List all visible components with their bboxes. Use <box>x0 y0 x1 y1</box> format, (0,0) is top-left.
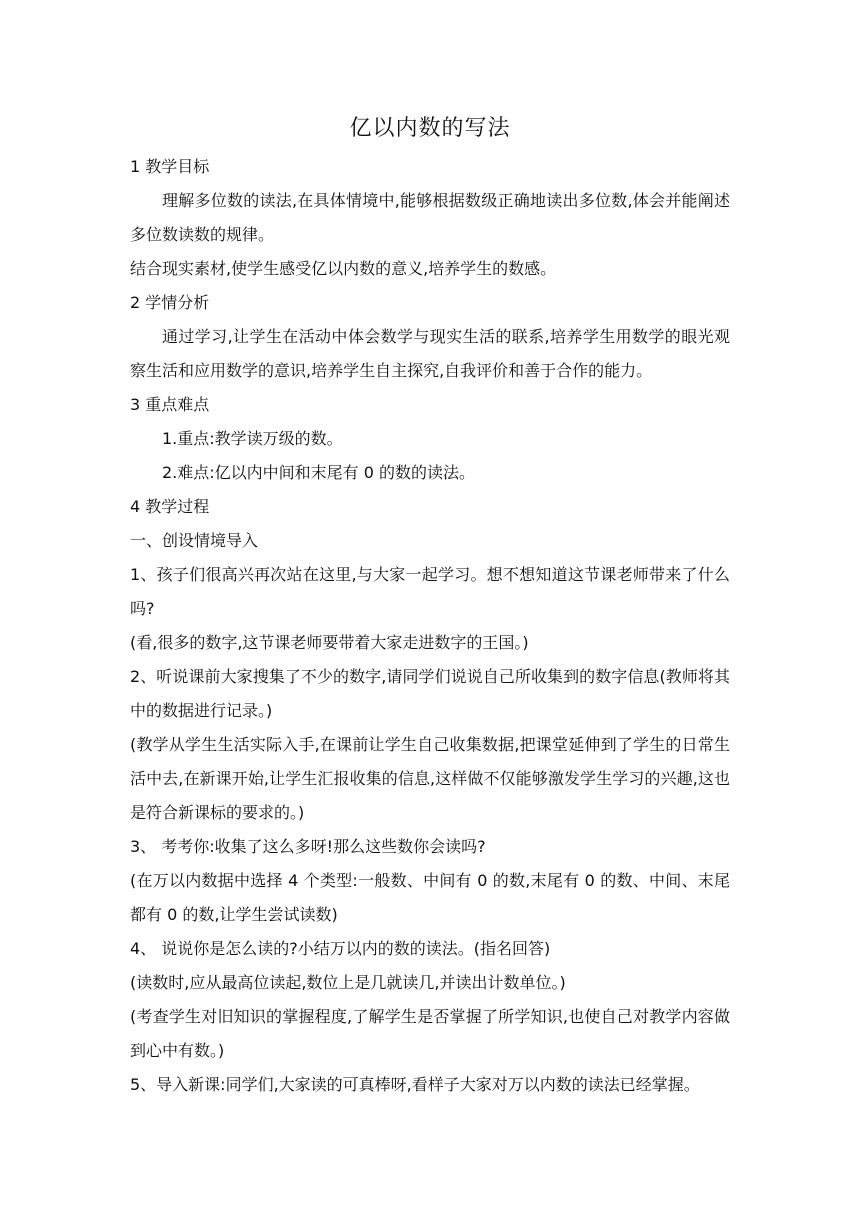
paragraph: 理解多位数的读法,在具体情境中,能够根据数级正确地读出多位数,体会并能阐述多位数读数的规律。 <box>130 191 730 244</box>
paragraph: (考查学生对旧知识的掌握程度,了解学生是否掌握了所学知识,也使自己对教学内容做到心中有数。) <box>130 1007 730 1060</box>
paragraph: 一、创设情境导入 <box>130 531 259 550</box>
paragraph: 2.难点:亿以内中间和末尾有 0 的数的读法。 <box>162 463 476 482</box>
paragraph: (教学从学生生活实际入手,在课前让学生自己收集数据,把课堂延伸到了学生的日常生活中去,在新课开始,让学生汇报收集的信息,这样做不仅能够激发学生学习的兴趣,这也是符合新课标的要求的。) <box>130 735 730 822</box>
paragraph: 1、孩子们很高兴再次站在这里,与大家一起学习。想不想知道这节课老师带来了什么吗? <box>130 565 730 618</box>
section-heading-process: 4 教学过程 <box>130 497 210 516</box>
section-heading-objectives: 1 教学目标 <box>130 157 210 176</box>
paragraph: 通过学习,让学生在活动中体会数学与现实生活的联系,培养学生用数学的眼光观察生活和应用数学的意识,培养学生自主探究,自我评价和善于合作的能力。 <box>130 327 730 380</box>
section-heading-analysis: 2 学情分析 <box>130 293 210 312</box>
paragraph: 1.重点:教学读万级的数。 <box>162 429 343 448</box>
section-heading-key-points: 3 重点难点 <box>130 395 210 414</box>
paragraph: (读数时,应从最高位读起,数位上是几就读几,并读出计数单位。) <box>130 973 566 992</box>
paragraph: 5、导入新课:同学们,大家读的可真棒呀,看样子大家对万以内数的读法已经掌握。 <box>130 1075 700 1094</box>
document-title: 亿以内数的写法 <box>349 116 511 141</box>
paragraph: (看,很多的数字,这节课老师要带着大家走进数字的王国。) <box>130 633 529 652</box>
paragraph: 结合现实素材,使学生感受亿以内数的意义,培养学生的数感。 <box>130 259 557 278</box>
paragraph: 3、 考考你:收集了这么多呀!那么这些数你会读吗? <box>130 837 486 856</box>
paragraph: 4、 说说你是怎么读的?小结万以内的数的读法。(指名回答) <box>130 939 551 958</box>
paragraph: 2、听说课前大家搜集了不少的数字,请同学们说说自己所收集到的数字信息(教师将其中的数据进行记录。) <box>130 667 730 720</box>
paragraph: (在万以内数据中选择 4 个类型:一般数、中间有 0 的数,末尾有 0 的数、中间、末尾都有 0 的数,让学生尝试读数) <box>130 871 730 924</box>
document-body <box>130 112 730 1102</box>
